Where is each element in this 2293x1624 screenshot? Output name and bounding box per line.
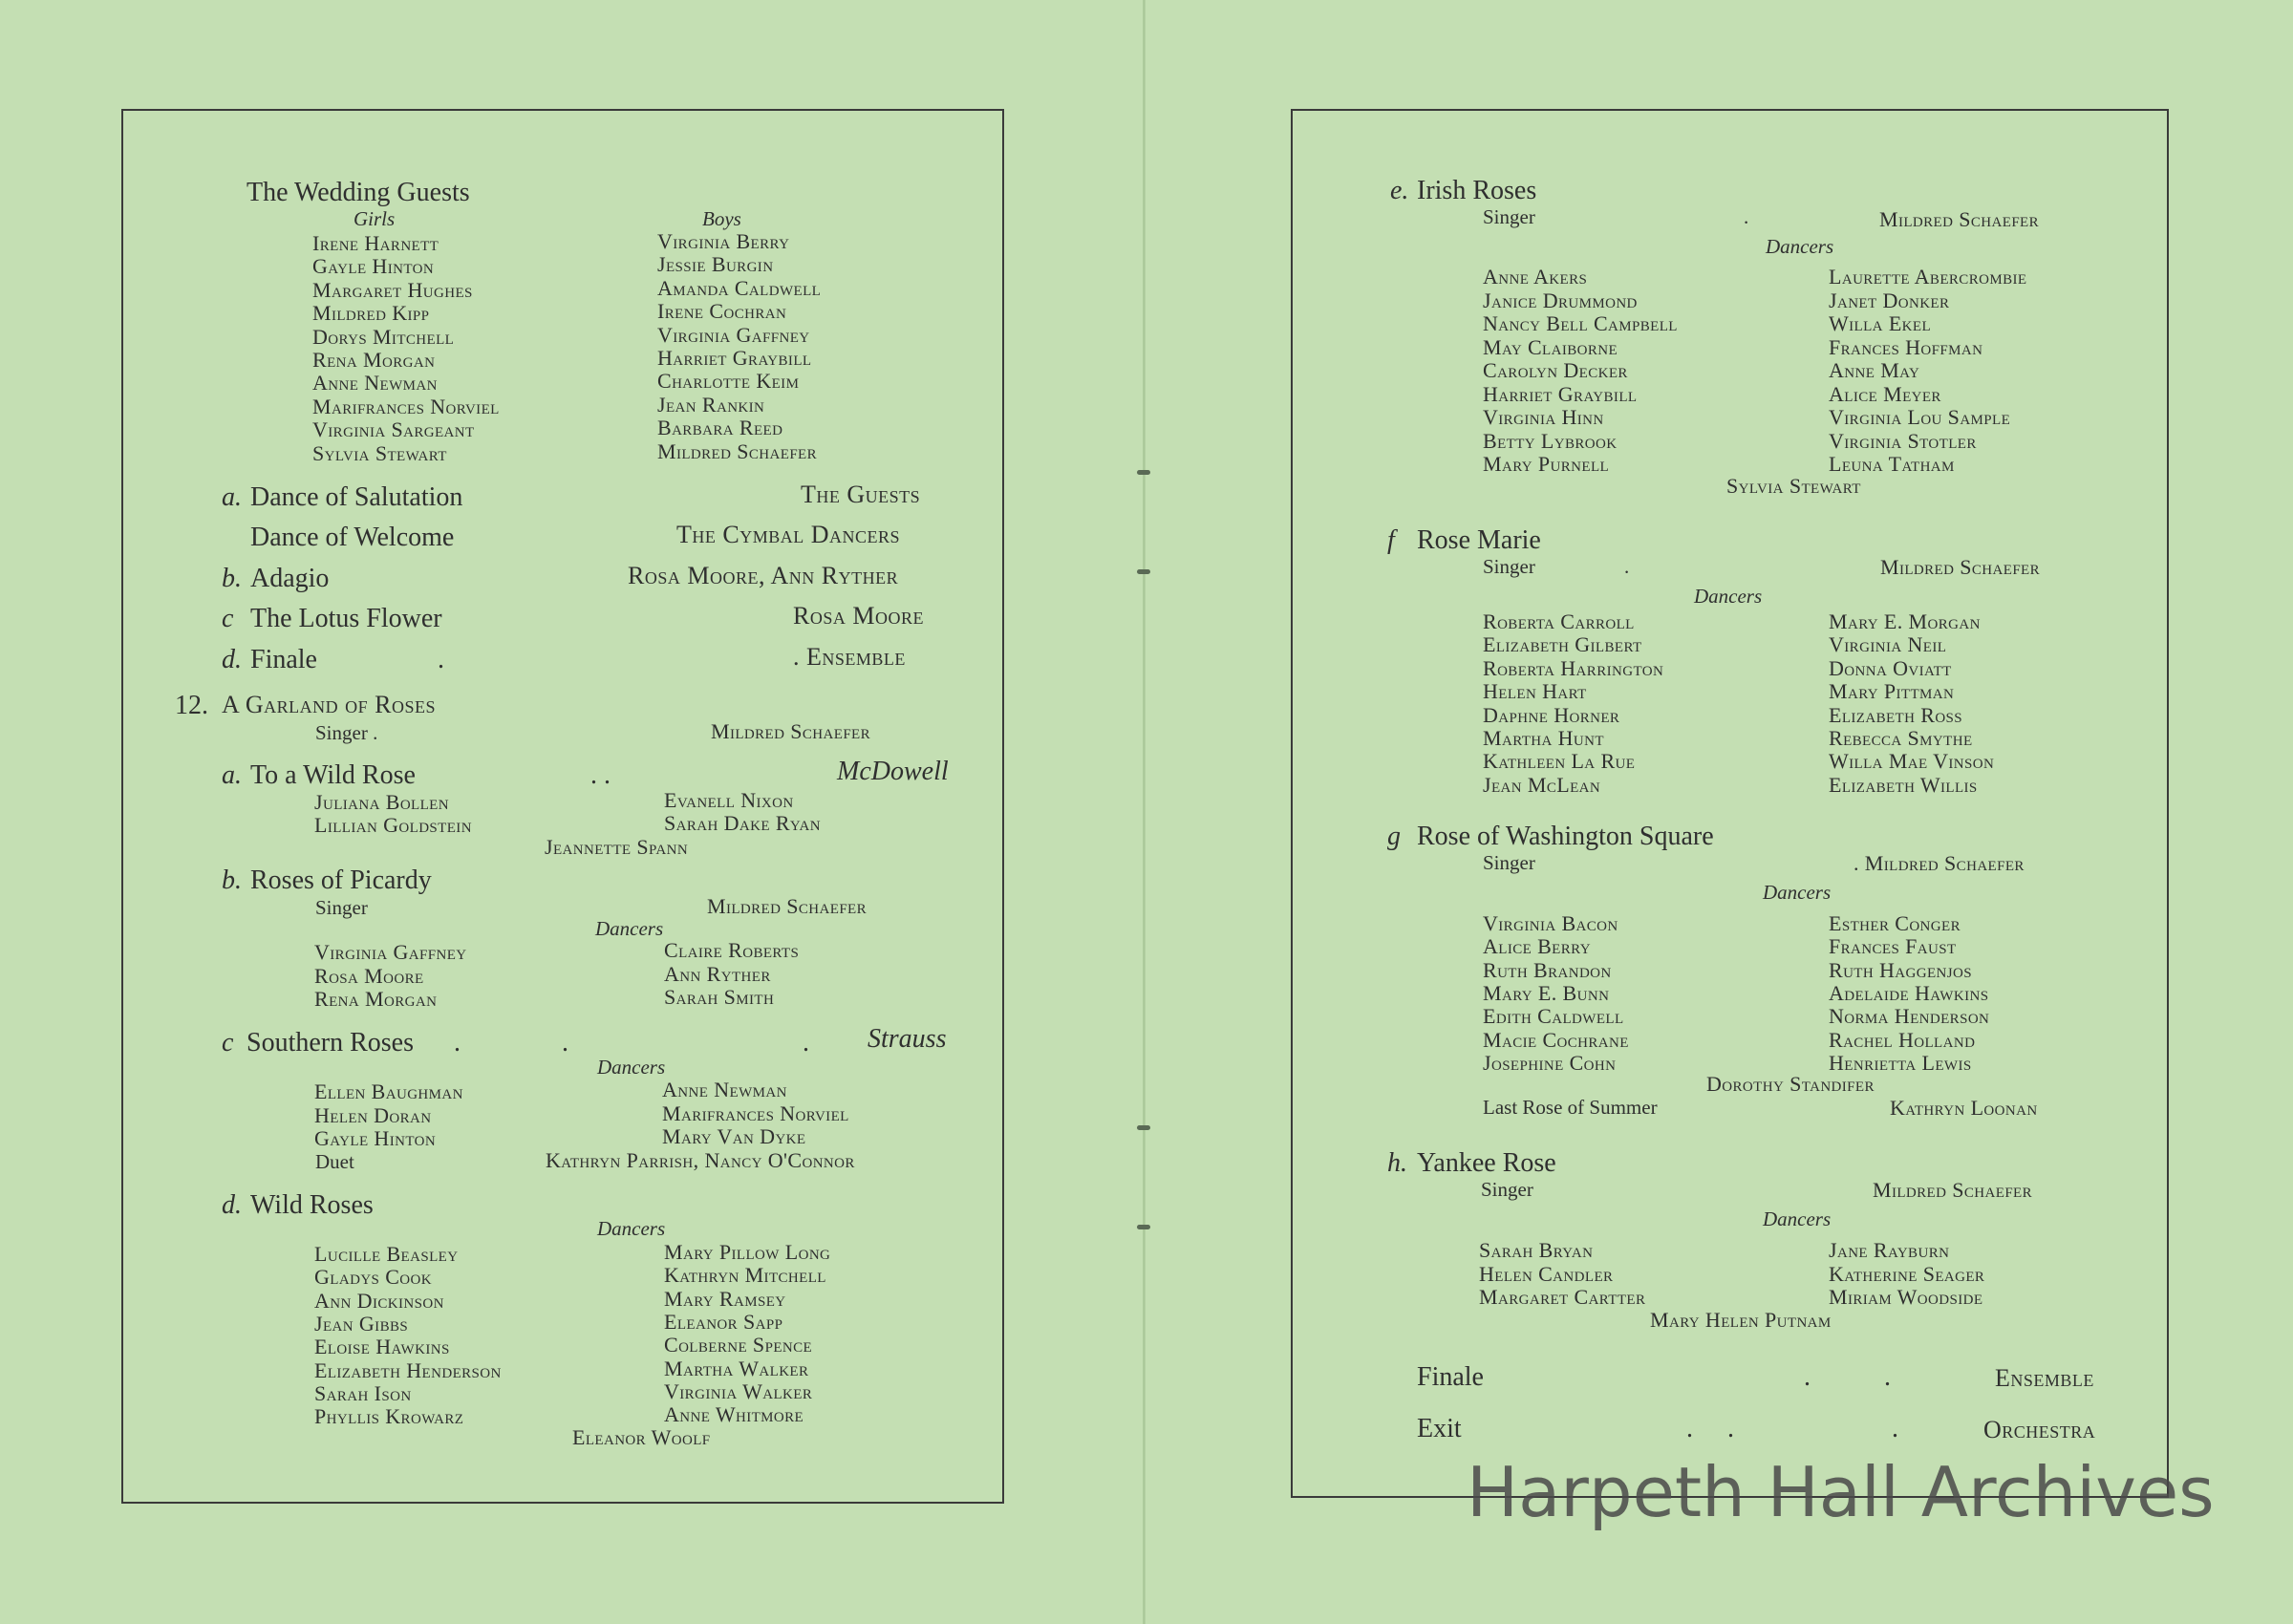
dancer-name: Kathryn Mitchell [664,1263,826,1288]
dancer-center-name: Jeannette Spann [545,835,689,859]
dancer-name: Willa Ekel [1829,311,1932,335]
dancer-name: Leuna Tatham [1829,452,1955,476]
dance-title: Dance of Welcome [250,523,455,552]
dancer-name: Lucille Beasley [314,1242,459,1266]
dancer-name: Elizabeth Henderson [314,1357,502,1382]
dancer-name: Evanell Nixon [664,788,794,812]
dancer-name: Virginia Neil [1829,632,1947,657]
dancer-name: Mary Ramsey [664,1286,786,1311]
dancer-name: Virginia Sargeant [312,417,475,442]
singer-label: Singer [1483,851,1535,874]
right-page-frame [1291,109,2169,1498]
dancer-name: Mary E. Bunn [1483,980,1610,1005]
dancer-name: Betty Lybrook [1483,428,1618,453]
dancer-name: Ellen Baughman [314,1079,463,1103]
song-title-last-rose-of-summer: Last Rose of Summer [1483,1096,1658,1119]
item-mark: b. [222,865,242,895]
dancer-name: Helen Doran [314,1102,432,1127]
dancer-name: Ann Ryther [664,961,771,986]
item-mark: d. [222,1190,242,1220]
dancer-name: Miriam Woodside [1829,1285,1983,1309]
dancer-name: Ruth Brandon [1483,957,1612,982]
dancer-name: Virginia Lou Sample [1829,405,2011,429]
dancer-name: Mildred Schaefer [657,438,818,463]
binding-stitch [1137,1125,1150,1130]
dancers-label: Dancers [1763,881,1832,904]
dancer-name: Janet Donker [1829,288,1950,312]
dancer-name: Elizabeth Gilbert [1483,632,1642,657]
dancer-name: Virginia Walker [664,1378,813,1403]
number-title-yankee-rose: Yankee Rose [1417,1148,1556,1178]
dancer-name: Gayle Hinton [314,1126,437,1150]
dancer-center-name: Dorothy Standifer [1706,1072,1875,1096]
singer-name: Mildred Schaefer [1879,207,2040,231]
dancer-name: Ruth Haggenjos [1829,957,1972,982]
dancer-name: Alice Meyer [1829,381,1941,406]
dancer-name: Lillian Goldstein [314,813,472,837]
dancer-name: Norma Henderson [1829,1004,1990,1029]
singer-label: Singer [315,896,368,919]
dancer-name: Rosa Moore [314,963,424,988]
dancer-name: Jean McLean [1483,772,1601,797]
dancer-name: Roberta Harrington [1483,655,1664,680]
dancer-name: Willa Mae Vinson [1829,749,1995,774]
section-title-wedding-guests: The Wedding Guests [246,178,470,207]
dancer-name: May Claiborne [1483,334,1618,359]
dancer-name: Marifrances Norviel [662,1100,849,1125]
dancer-center-name: Mary Helen Putnam [1650,1308,1832,1332]
dancer-name: Carolyn Decker [1483,358,1628,382]
dancer-center-name: Sylvia Stewart [1726,474,1861,498]
archive-watermark: Harpeth Hall Archives [1467,1452,2215,1532]
dancer-name: Harriet Graybill [1483,381,1638,406]
dancer-name: Henrietta Lewis [1829,1050,1972,1075]
dancer-name: Virginia Stotler [1829,428,1977,453]
dancer-name: Virginia Berry [657,229,790,253]
singer-name: Mildred Schaefer [707,894,868,918]
dancer-name: Charlotte Keim [657,369,800,394]
dancer-name: Gladys Cook [314,1265,432,1290]
dancer-name: Anne May [1829,358,1920,382]
dancer-name: Margaret Hughes [312,277,473,302]
binding-stitch [1137,1225,1150,1229]
dot-leader: . [1804,1362,1811,1392]
dancer-name: Adelaide Hawkins [1829,980,1989,1005]
dancer-name: Sarah Smith [664,985,775,1009]
dancer-name: Gayle Hinton [312,254,435,279]
singer-name: Mildred Schaefer [1873,1178,2033,1202]
dancer-name: Frances Hoffman [1829,334,1983,359]
singer-label: Singer [1483,555,1535,578]
dance-title: Dance of Salutation [250,482,463,512]
dancer-name: Sarah Dake Ryan [664,811,821,835]
singer-label: Singer . [315,721,378,744]
binding-stitch [1137,569,1150,574]
finale-title: Finale [1417,1362,1484,1392]
dancer-name: Mary Van Dyke [662,1124,806,1148]
left-page-frame [121,109,1004,1504]
duet-label: Duet [315,1150,354,1173]
dancer-name: Helen Candler [1479,1261,1614,1286]
dancers-label: Dancers [1766,235,1834,258]
dancers-label: Dancers [595,917,664,940]
dancer-name: Rena Morgan [312,348,436,372]
exit-performer: Orchestra [1983,1416,2096,1443]
exit-title: Exit [1417,1414,1462,1443]
dot-leader: . [1686,1414,1693,1443]
duet-names: Kathryn Parrish, Nancy O'Connor [546,1148,855,1172]
dancer-name: Donna Oviatt [1829,655,1952,680]
dancer-name: Jean Rankin [657,392,765,417]
dancer-name: Daphne Horner [1483,702,1620,727]
dot-leader: . [562,1028,568,1058]
dancer-name: Irene Cochran [657,299,787,324]
number-title-rose-marie: Rose Marie [1417,525,1541,555]
dot-leader: . [1624,555,1630,578]
dancer-name: Virginia Hinn [1483,405,1604,429]
dot-leader: . [1727,1414,1734,1443]
dot-leader: . [454,1028,461,1058]
dancer-name: Amanda Caldwell [657,275,822,300]
dancers-label: Dancers [597,1056,666,1079]
dancer-name: Claire Roberts [664,938,800,962]
item-mark: g [1387,822,1401,851]
item-mark: a. [222,482,242,512]
dancer-name: Eloise Hawkins [314,1335,450,1359]
dot-leader: . [1884,1362,1891,1392]
dancer-name: Harriet Graybill [657,346,812,370]
dancer-name: Rebecca Smythe [1829,726,1973,750]
dancer-name: Irene Harnett [312,231,439,255]
dancer-name: Sarah Ison [314,1380,412,1405]
dancer-name: Martha Walker [664,1356,809,1380]
dancer-name: Esther Conger [1829,911,1961,935]
dancer-name: Sylvia Stewart [312,440,447,465]
dance-title: Adagio [250,564,330,593]
item-mark: c [222,604,234,633]
composer-mcdowell: McDowell [837,757,949,786]
dancer-name: Juliana Bollen [314,790,449,814]
singer-name: Mildred Schaefer [711,719,871,743]
number-title-wild-roses: Wild Roses [250,1190,374,1220]
dancer-name: Marifrances Norviel [312,394,500,418]
dancer-name: Barbara Reed [657,416,783,440]
dancer-name: Kathleen La Rue [1483,749,1636,774]
singer-label: Singer [1483,205,1535,228]
item-mark: c [222,1028,234,1058]
dancer-name: Ann Dickinson [314,1288,444,1313]
dancer-name: Colberne Spence [664,1333,813,1357]
dancer-name: Elizabeth Willis [1829,772,1978,797]
dance-title: Finale [250,645,317,674]
dancers-label: Dancers [1763,1207,1832,1230]
item-mark: e. [1390,176,1409,205]
dot-leader: . . [590,760,611,790]
dancer-name: Anne Newman [312,371,438,395]
dancer-name: Martha Hunt [1483,726,1604,750]
dancer-name: Margaret Cartter [1479,1285,1646,1309]
item-mark: a. [222,760,242,790]
dancer-name: Alice Berry [1483,934,1591,959]
dancer-name: Dorys Mitchell [312,324,455,349]
number-title-to-a-wild-rose: To a Wild Rose [250,760,416,790]
singer-label: Singer [1481,1178,1533,1201]
dancer-name: Anne Whitmore [664,1402,804,1427]
dancer-name: Anne Akers [1483,265,1588,288]
number-title-rose-of-washington-square: Rose of Washington Square [1417,822,1714,851]
dot-leader: . [1744,205,1749,228]
dancer-name: Phyllis Krowarz [314,1404,464,1429]
page-fold [1143,0,1146,1624]
item-number-12: 12. [175,691,208,720]
dancer-name: Josephine Cohn [1483,1050,1617,1075]
dot-leader: . [438,645,444,674]
dancer-name: Roberta Carroll [1483,609,1635,633]
dancers-label: Dancers [1694,585,1763,608]
item-mark: h. [1387,1148,1407,1178]
dancer-name: Edith Caldwell [1483,1004,1624,1029]
item-mark: d. [222,645,242,674]
dancer-name: Virginia Gaffney [657,322,810,347]
composer-strauss: Strauss [868,1024,947,1054]
dot-leader: . [803,1028,809,1058]
dancer-name: Rachel Holland [1829,1027,1976,1052]
dance-performer: Rosa Moore [793,602,924,630]
dancer-name: Rena Morgan [314,987,438,1011]
dance-performer: . Ensemble [793,643,906,671]
number-title-roses-of-picardy: Roses of Picardy [250,865,432,895]
singer-name: . Mildred Schaefer [1854,851,2025,875]
dancer-name: Mary Purnell [1483,452,1610,476]
dancer-name: Jean Gibbs [314,1311,409,1336]
girls-label: Girls [354,207,396,230]
boys-label: Boys [702,207,741,230]
dancer-name: Helen Hart [1483,679,1587,704]
dancer-name: Virginia Gaffney [314,940,467,964]
singer-name: Mildred Schaefer [1880,555,2041,579]
dance-title: The Lotus Flower [250,604,442,633]
item-mark: b. [222,564,242,593]
dance-performer: The Cymbal Dancers [676,521,901,548]
dancer-name: Janice Drummond [1483,288,1638,312]
number-title-southern-roses: Southern Roses [246,1028,414,1058]
dancer-name: Laurette Abercrombie [1829,265,2027,288]
dancer-name: Mildred Kipp [312,301,430,326]
dancer-name: Anne Newman [662,1078,787,1101]
item-mark: f [1387,525,1395,555]
dancer-name: Sarah Bryan [1479,1238,1594,1262]
dancer-name: Frances Faust [1829,934,1957,959]
section-title-garland-of-roses: A Garland of Roses [222,691,436,718]
binding-stitch [1137,470,1150,475]
dot-leader: . [1892,1414,1898,1443]
dancer-name: Elizabeth Ross [1829,702,1963,727]
dancer-name: Eleanor Sapp [664,1309,783,1334]
dance-performer: Rosa Moore, Ann Ryther [628,562,899,589]
dancer-name: Katherine Seager [1829,1261,1985,1286]
dancer-name: Nancy Bell Campbell [1483,311,1678,335]
dance-performer: The Guests [801,481,921,508]
dancer-name: Mary E. Morgan [1829,609,1981,633]
dancer-name: Jessie Burgin [657,252,774,277]
dancer-name: Mary Pillow Long [664,1240,831,1264]
dancer-name: Virginia Bacon [1483,911,1618,935]
dancer-name: Mary Pittman [1829,679,1955,704]
dancers-label: Dancers [597,1217,666,1240]
finale-performer: Ensemble [1995,1364,2094,1392]
number-title-irish-roses: Irish Roses [1417,176,1537,205]
dancer-name: Macie Cochrane [1483,1027,1629,1052]
dancer-name: Jane Rayburn [1829,1238,1950,1262]
dancer-center-name: Eleanor Woolf [572,1425,711,1449]
singer-name: Kathryn Loonan [1890,1096,2038,1120]
